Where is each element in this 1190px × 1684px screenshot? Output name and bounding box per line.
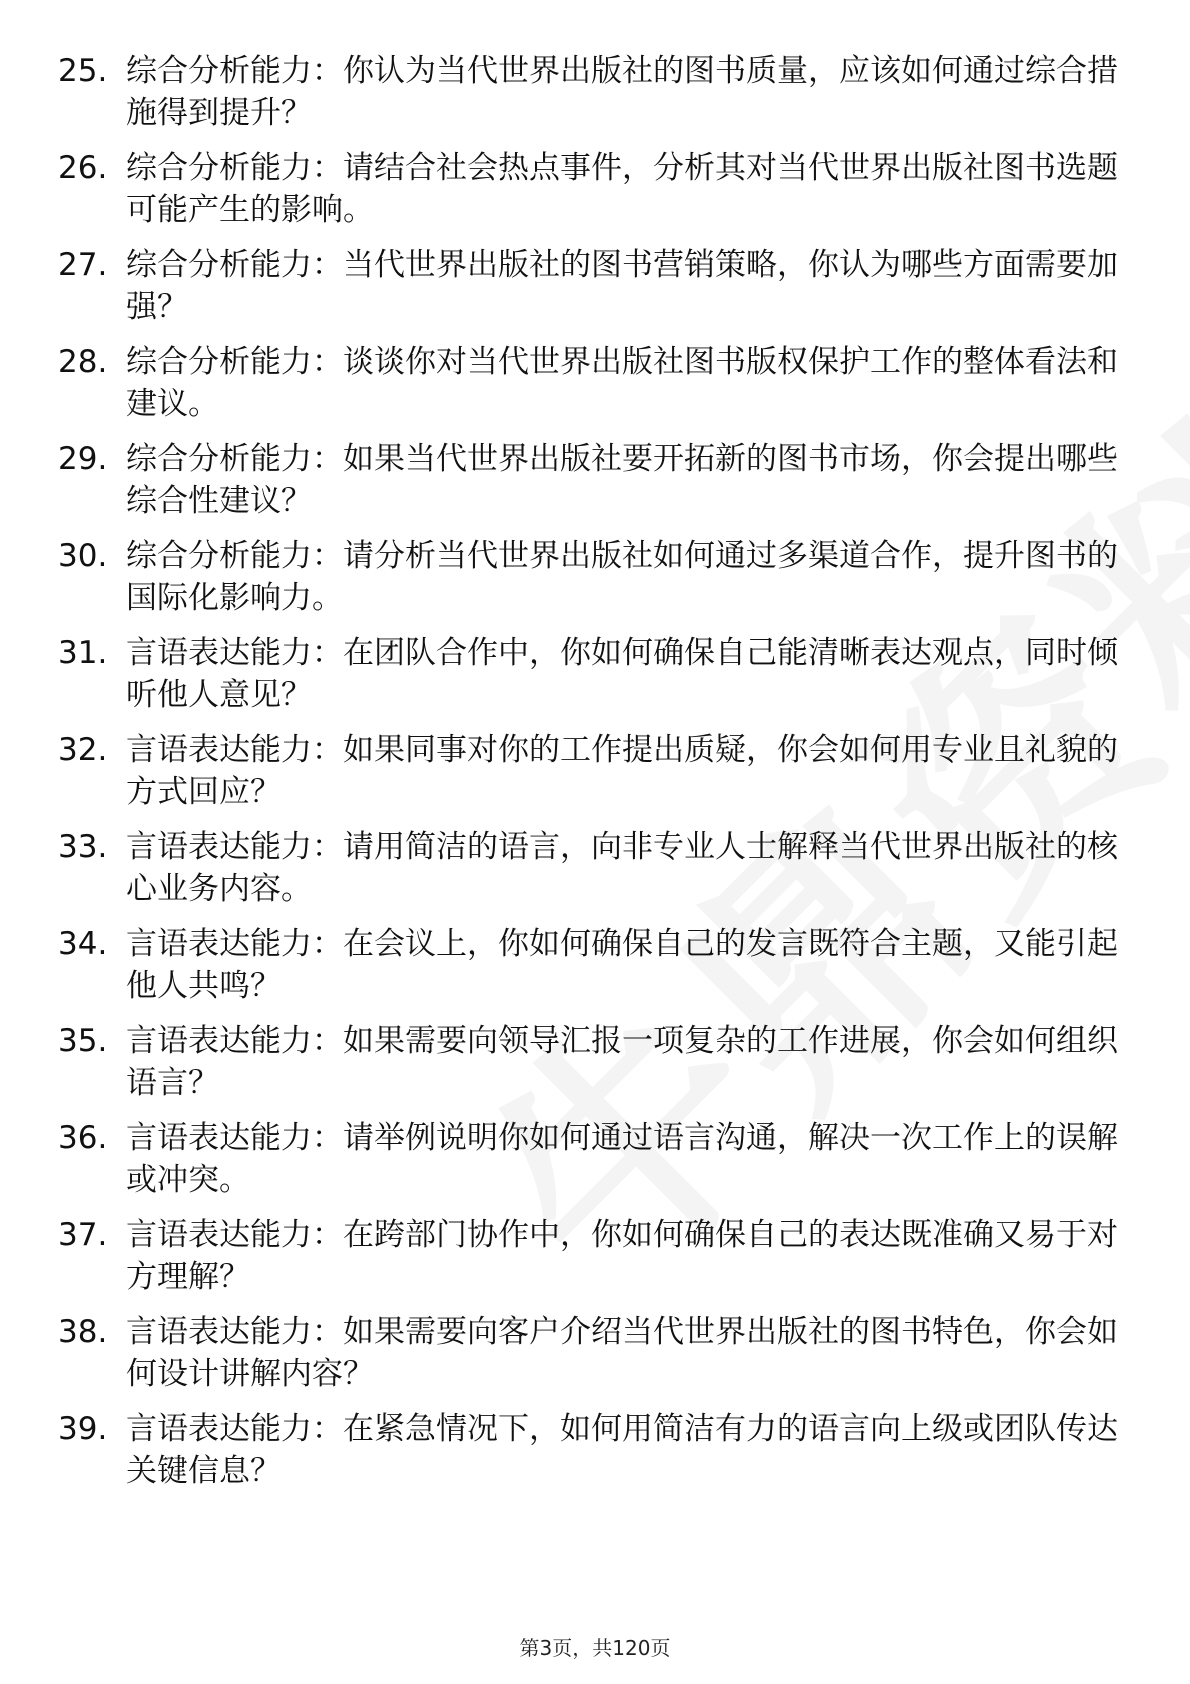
question-text: 言语表达能力：在团队合作中，你如何确保自己能清晰表达观点，同时倾听他人意见？	[126, 635, 1118, 713]
question-number: 28.	[58, 344, 108, 380]
question-number: 30.	[58, 538, 108, 574]
question-number: 27.	[58, 247, 108, 283]
question-number: 39.	[58, 1411, 108, 1447]
question-number: 33.	[58, 829, 108, 865]
question-number: 31.	[58, 635, 108, 671]
question-number: 32.	[58, 732, 108, 768]
question-text: 综合分析能力：如果当代世界出版社要开拓新的图书市场，你会提出哪些综合性建议？	[126, 441, 1118, 519]
page-footer	[0, 1632, 1190, 1661]
question-text: 言语表达能力：在紧急情况下，如何用简洁有力的语言向上级或团队传达关键信息？	[126, 1411, 1118, 1489]
list-item	[58, 1117, 1118, 1214]
list-item	[58, 1214, 1118, 1311]
question-text: 言语表达能力：在跨部门协作中，你如何确保自己的表达既准确又易于对方理解？	[126, 1217, 1118, 1295]
question-number: 25.	[58, 53, 108, 89]
list-item	[58, 1020, 1118, 1117]
list-item	[58, 244, 1118, 341]
question-number: 26.	[58, 150, 108, 186]
question-number: 36.	[58, 1120, 108, 1156]
question-text: 综合分析能力：你认为当代世界出版社的图书质量，应该如何通过综合措施得到提升？	[126, 53, 1118, 131]
list-item	[58, 826, 1118, 923]
question-number: 29.	[58, 441, 108, 477]
list-item	[58, 1311, 1118, 1408]
list-item	[58, 50, 1118, 147]
page-number-label: 第3页，共120页	[519, 1636, 671, 1660]
question-text: 综合分析能力：请结合社会热点事件，分析其对当代世界出版社图书选题可能产生的影响。	[126, 150, 1118, 228]
question-text: 言语表达能力：请用简洁的语言，向非专业人士解释当代世界出版社的核心业务内容。	[126, 829, 1118, 907]
question-text: 综合分析能力：谈谈你对当代世界出版社图书版权保护工作的整体看法和建议。	[126, 344, 1118, 422]
question-number: 37.	[58, 1217, 108, 1253]
list-item	[58, 438, 1118, 535]
list-item	[58, 341, 1118, 438]
list-item	[58, 923, 1118, 1020]
question-text: 综合分析能力：当代世界出版社的图书营销策略，你认为哪些方面需要加强？	[126, 247, 1118, 325]
question-text: 言语表达能力：请举例说明你如何通过语言沟通，解决一次工作上的误解或冲突。	[126, 1120, 1118, 1198]
question-text: 言语表达能力：在会议上，你如何确保自己的发言既符合主题，又能引起他人共鸣？	[126, 926, 1118, 1004]
list-item	[58, 147, 1118, 244]
list-item	[58, 632, 1118, 729]
question-list	[58, 50, 1118, 1505]
list-item	[58, 535, 1118, 632]
question-number: 35.	[58, 1023, 108, 1059]
question-number: 38.	[58, 1314, 108, 1350]
question-text: 言语表达能力：如果同事对你的工作提出质疑，你会如何用专业且礼貌的方式回应？	[126, 732, 1118, 810]
question-text: 综合分析能力：请分析当代世界出版社如何通过多渠道合作，提升图书的国际化影响力。	[126, 538, 1118, 616]
question-number: 34.	[58, 926, 108, 962]
list-item	[58, 1408, 1118, 1505]
question-text: 言语表达能力：如果需要向客户介绍当代世界出版社的图书特色，你会如何设计讲解内容？	[126, 1314, 1118, 1392]
question-text: 言语表达能力：如果需要向领导汇报一项复杂的工作进展，你会如何组织语言？	[126, 1023, 1118, 1101]
list-item	[58, 729, 1118, 826]
